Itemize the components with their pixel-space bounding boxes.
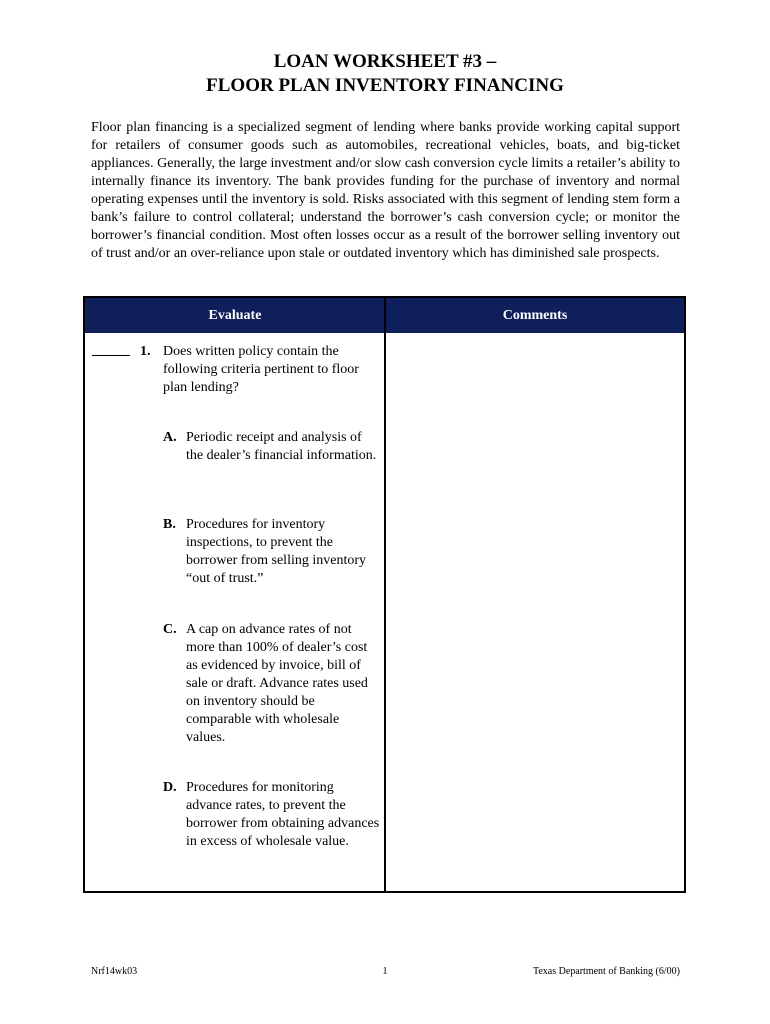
subitem-text: Periodic receipt and analysis of the dealer’s financial information.	[186, 430, 377, 463]
footer-page-number: 1	[382, 966, 388, 977]
subitem-text: Procedures for inventory inspections, to prevent the borrower from selling inventory “out of trust.”	[186, 517, 367, 586]
subitem-text: A cap on advance rates of not more than 100% of dealer’s cost as evidenced by invoice, bill of sale or draft. Advance rates used on inventory should be comparable with wholesale values.	[186, 622, 368, 745]
subitem-text: Procedures for monitoring advance rates, to prevent the borrower from obtaining advances in excess of wholesale value.	[186, 780, 380, 849]
subitem-d	[163, 779, 381, 851]
header-evaluate: Evaluate	[208, 308, 262, 323]
subitem-b	[163, 516, 381, 588]
page-title	[0, 50, 770, 98]
subitem-letter: D.	[163, 780, 177, 795]
question-number: 1.	[140, 344, 151, 359]
question-text: Does written policy contain the following criteria pertinent to floor plan lending?	[163, 344, 359, 395]
title-line-2: FLOOR PLAN INVENTORY FINANCING	[206, 75, 564, 96]
title-line-1: LOAN WORKSHEET #3 –	[273, 51, 497, 72]
footer-doc-id: Nrf14wk03	[91, 966, 138, 977]
intro-paragraph: Floor plan financing is a specialized segment of lending where banks provide working capital support for retailers of consumer goods such as automobiles, recreational vehicles, boats, and big-ticket appliances. Generally, the large investment and/or slow cash conversion cycle limits a retailer’s ability to internally finance its inventory. The bank provides funding for the purchase of inventory and normal operating expenses until the inventory is sold. Risks associated with this segment of lending stem form a bank’s failure to control collateral; understand the borrower’s cash conversion cycle; or monitor the borrower’s financial condition. Most often losses occur as a result of the borrower selling inventory out of trust and/or an over-reliance upon stale or outdated inventory which has diminished sale prospects.	[91, 120, 680, 261]
comments-cell[interactable]	[386, 333, 684, 891]
subitem-letter: A.	[163, 430, 177, 445]
header-comments: Comments	[502, 308, 568, 323]
subitem-a	[163, 429, 381, 465]
checkmark-blank[interactable]	[92, 344, 130, 356]
subitem-letter: B.	[163, 517, 176, 532]
worksheet-table	[83, 296, 686, 893]
footer-publisher: Texas Department of Banking (6/00)	[532, 966, 680, 977]
subitem-letter: C.	[163, 622, 177, 637]
subitem-c	[163, 621, 381, 747]
